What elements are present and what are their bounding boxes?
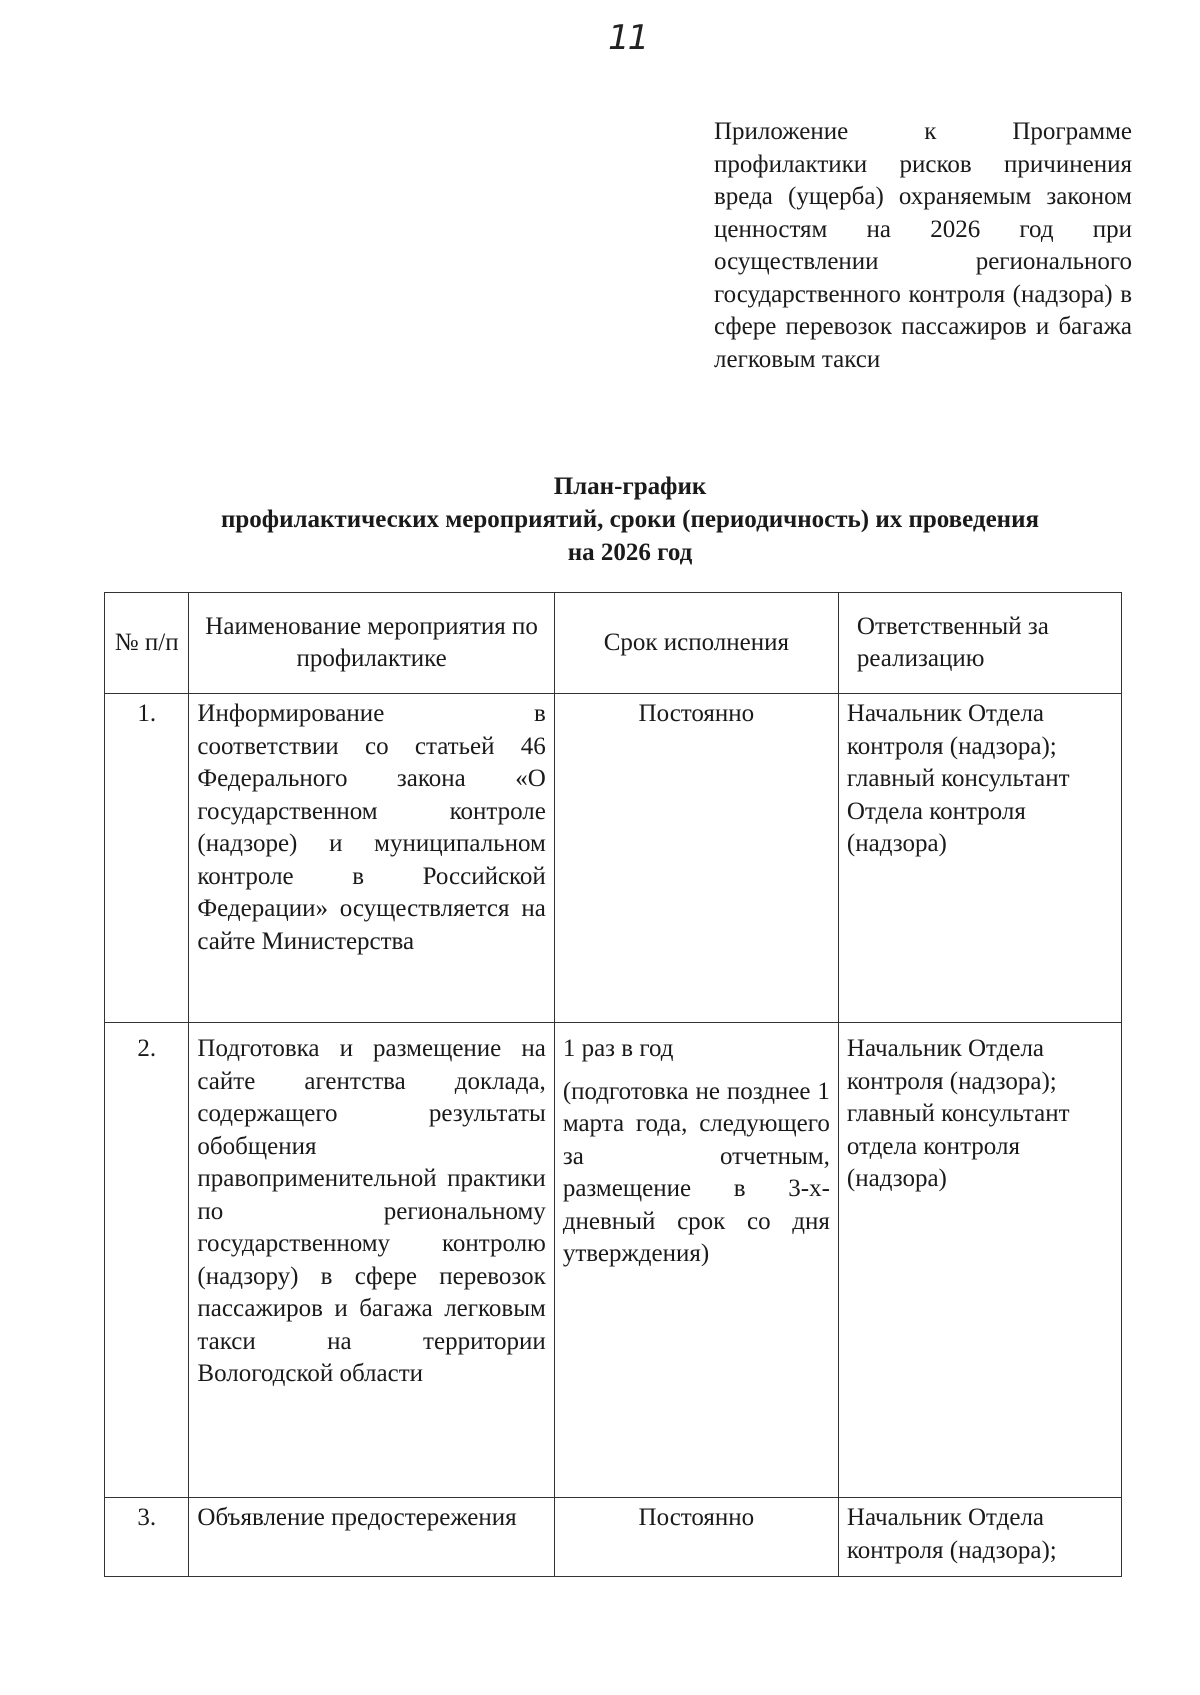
activity-term: Постоянно (554, 1498, 838, 1577)
header-responsible: Ответственный за реализацию (838, 593, 1121, 694)
header-activity-name: Наименование мероприятия по профилактике (189, 593, 554, 694)
activity-name: Подготовка и размещение на сайте агентства доклада, содержащего результаты обобщения правоприменительной практики по региональному государственному контролю (надзору) в сфере перевозок пассажиров и багажа легковым такси на территории Вологодской области (189, 1023, 554, 1498)
activity-term-detail: (подготовка не позднее 1 марта года, следующего за отчетным, размещение в 3-х-дневный срок со дня утверждения) (562, 1077, 830, 1267)
plan-schedule-table (104, 592, 1122, 1577)
activity-term: Постоянно (554, 694, 838, 1023)
activity-term-cell (554, 1023, 838, 1498)
activity-term: 1 раз в год (562, 1035, 674, 1062)
appendix-note: Приложение к Программе профилактики рисков причинения вреда (ущерба) охраняемым законом ценностям на 2026 год при осуществлении регионального государственного контроля (надзора) в сфере перевозок пассажиров и багажа легковым такси (714, 118, 1132, 373)
title-line-3: на 2026 год (567, 539, 693, 566)
title-line-1: План-график (553, 473, 707, 500)
table-header-row (105, 593, 1122, 694)
table-row (105, 1023, 1122, 1498)
title-line-2: профилактических мероприятий, сроки (периодичность) их проведения (220, 506, 1040, 533)
table-row (105, 694, 1122, 1023)
activity-name: Информирование в соответствии со статьей 46 Федерального закона «О государственном контроле (надзоре) и муниципальном контроле в Российской Федерации» осуществляется на сайте Министерства (189, 694, 554, 1023)
activity-responsible: Начальник Отдела контроля (надзора); главный консультант отдела контроля (надзора) (838, 1023, 1121, 1498)
row-number: 1. (105, 694, 189, 1023)
row-number: 3. (105, 1498, 189, 1577)
activity-responsible: Начальник Отдела контроля (надзора); (838, 1498, 1121, 1577)
activity-responsible: Начальник Отдела контроля (надзора); главный консультант Отдела контроля (надзора) (838, 694, 1121, 1023)
header-term: Срок исполнения (554, 593, 838, 694)
row-number: 2. (105, 1023, 189, 1498)
activity-name: Объявление предостережения (189, 1498, 554, 1577)
document-title (110, 470, 1150, 569)
page-number: 11 (608, 18, 648, 58)
table-row (105, 1498, 1122, 1577)
header-number: № п/п (105, 593, 189, 694)
